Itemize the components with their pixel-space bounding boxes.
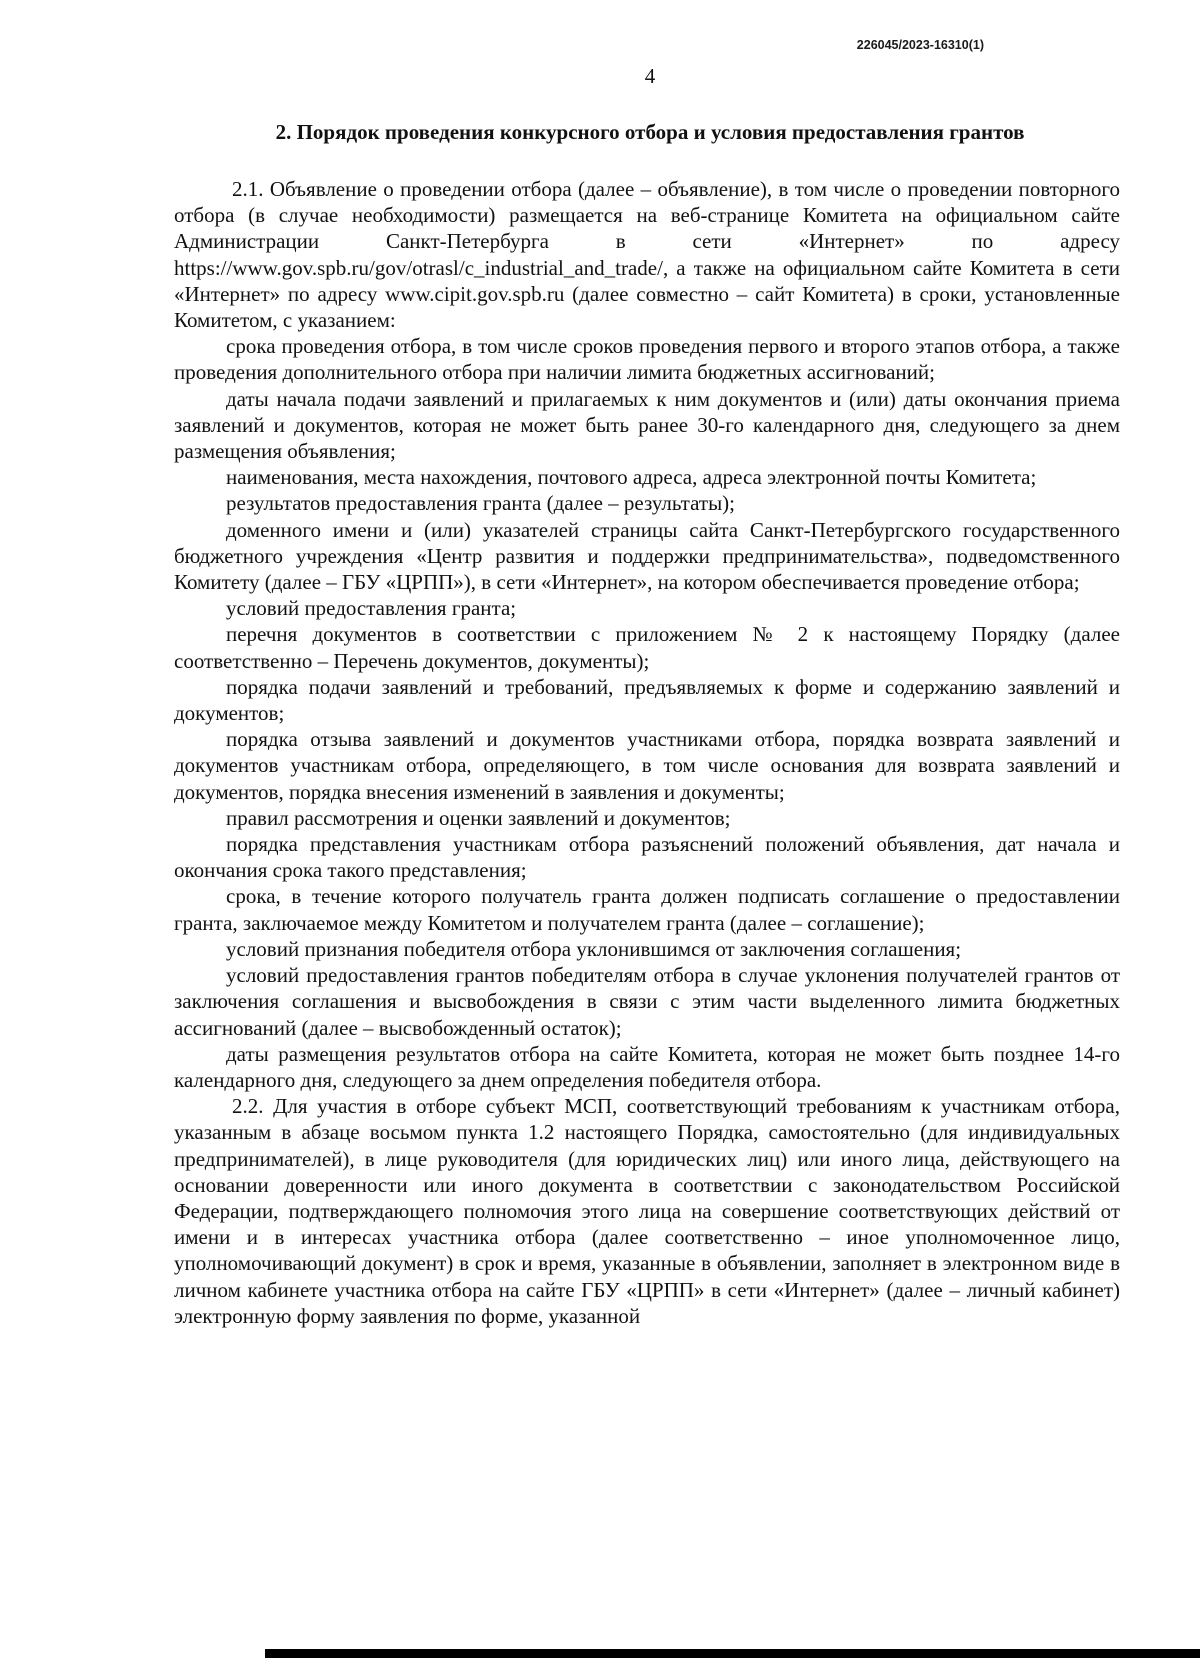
list-item-grant-conditions: условий предоставления гранта;	[226, 596, 517, 621]
list-item-submission-order: порядка подачи заявлений и требований, предъявляемых к форме и содержанию заявлений и документов;	[174, 674, 1120, 726]
scan-bottom-edge	[265, 1649, 1200, 1658]
document-body	[174, 176, 1120, 1329]
list-item-results-date: даты размещения результатов отбора на сайте Комитета, которая не может быть позднее 14-го календарного дня, следующего за днем определения победителя отбора.	[174, 1041, 1120, 1092]
section-heading: 2. Порядок проведения конкурсного отбора и условия предоставления грантов	[275, 120, 1025, 144]
paragraph-2-2: 2.2. Для участия в отборе субъект МСП, соответствующий требованиям к участникам отбора, указанным в абзаце восьмом пункта 1.2 настоящего Порядка, самостоятельно (для индивидуальных предпринимателей), в лице руководителя (для юридических лиц) или иного лица, действующего на основании доверенности или иного документа в соответствии с законодательством Российской Федерации, подтверждающего полномочия этого лица на совершение соответствующих действий от имени и в интересах участника отбора (далее соответственно – иное уполномоченное лицо, уполномочивающий документ) в срок и время, указанные в объявлении, заполняет в электронном виде в личном кабинете участника отбора на сайте ГБУ «ЦРПП» в сети «Интернет» (далее – личный кабинет) электронную форму заявления по форме, указанной	[174, 1094, 1120, 1328]
list-item-review-rules: правил рассмотрения и оценки заявлений и документов;	[226, 805, 731, 830]
list-item-agreement-deadline: срока, в течение которого получатель гранта должен подписать соглашение о предоставлении гранта, заключаемое между Комитетом и получателем гранта (далее – соглашение);	[174, 884, 1120, 935]
list-item-released-balance: условий предоставления грантов победителям отбора в случае уклонения получателей грантов от заключения соглашения и высвобождения в связи с этим части выделенного лимита бюджетных ассигнований (далее – высвобожденный остаток);	[174, 963, 1120, 1040]
list-item-application-dates: даты начала подачи заявлений и прилагаемых к ним документов и (или) даты окончания приема заявлений и документов, которая не может быть ранее 30-го календарного дня, следующего за днем размещения объявления;	[174, 386, 1120, 464]
list-item-committee-contacts: наименования, места нахождения, почтового адреса, адреса электронной почты Комитета;	[226, 465, 1037, 490]
list-item-documents-list: перечня документов в соответствии с приложением № 2 к настоящему Порядку (далее соответственно – Перечень документов, документы);	[174, 622, 1120, 673]
paragraph-2-1: 2.1. Объявление о проведении отбора (далее – объявление), в том числе о проведении повторного отбора (в случае необходимости) размещается на веб-странице Комитета на официальном сайте Администрации Санкт-Петербурга в сети «Интернет» по адресу https://www.gov.spb.ru/gov/otrasl/c_industrial_and_trade/, а также на официальном сайте Комитета в сети «Интернет» по адресу www.cipit.gov.spb.ru (далее совместно – сайт Комитета) в сроки, установленные Комитетом, с указанием:	[174, 177, 1120, 333]
list-item-clarifications: порядка представления участникам отбора разъяснений положений объявления, дат начала и окончания срока такого представления;	[174, 832, 1120, 883]
list-item-domain-name: доменного имени и (или) указателей страницы сайта Санкт-Петербургского государственного бюджетного учреждения «Центр развития и поддержки предпринимательства», подведомственного Комитету (далее – ГБУ «ЦРПП»), в сети «Интернет», на котором обеспечивается проведение отбора;	[174, 517, 1120, 595]
document-registration-number: 226045/2023-16310(1)	[856, 38, 984, 52]
list-item-selection-period: срока проведения отбора, в том числе сроков проведения первого и второго этапов отбора, а также проведения дополнительного отбора при наличии лимита бюджетных ассигнований;	[174, 334, 1120, 385]
page-number: 4	[644, 64, 656, 88]
list-item-grant-results: результатов предоставления гранта (далее – результаты);	[226, 491, 736, 516]
list-item-withdrawal-order: порядка отзыва заявлений и документов участниками отбора, порядка возврата заявлений и документов участникам отбора, определяющего, в том числе основания для возврата заявлений и документов, порядка внесения изменений в заявления и документы;	[174, 727, 1120, 804]
list-item-evasion-conditions: условий признания победителя отбора уклонившимся от заключения соглашения;	[226, 936, 962, 961]
